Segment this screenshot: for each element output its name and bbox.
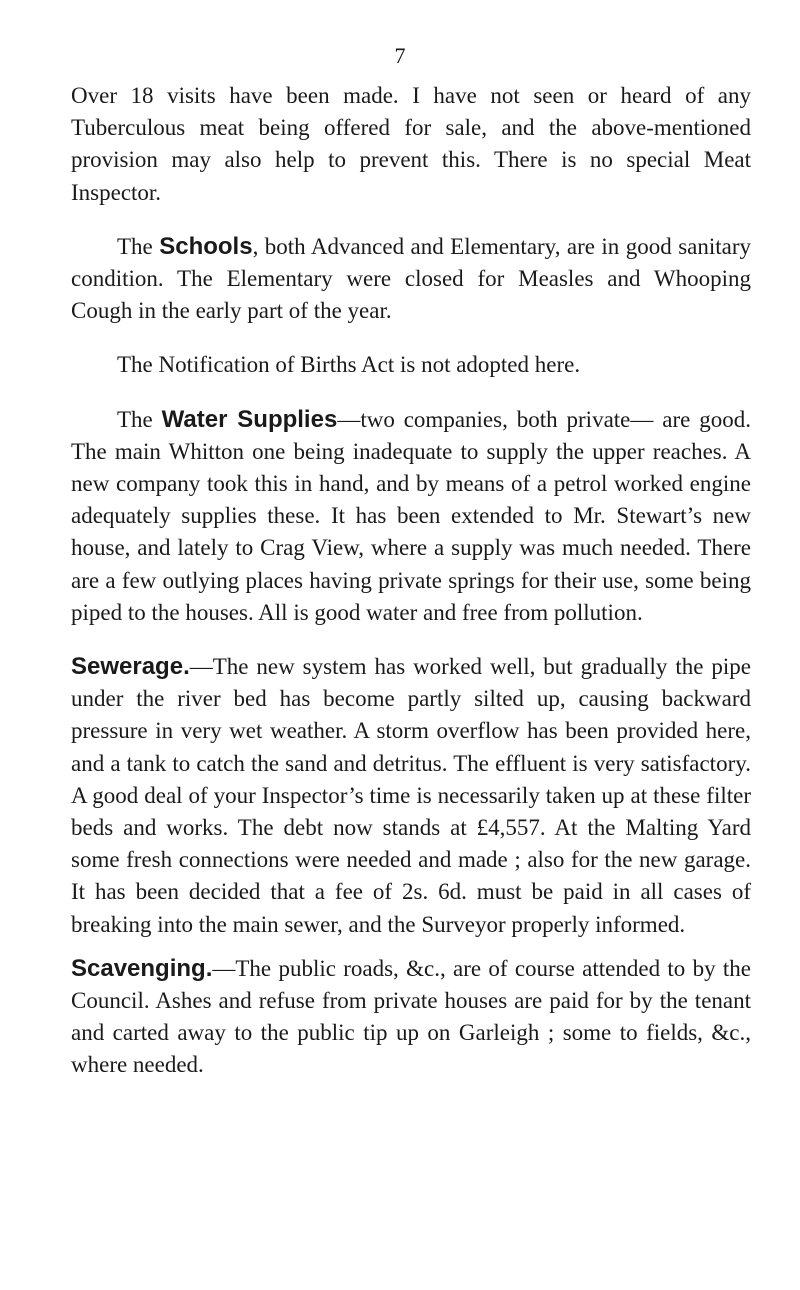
water-text: —two companies, both private— are good. The main Whitton one being inadequate to supply the upper reaches. A new company took this in hand, and by means of a petrol worked engine adequately supplies these. It has been extended to Mr. Stewart’s new house, and lately to Crag View, where a supply was much needed. There are a few outlying places having private springs for their use, some being piped to the houses. All is good water and free from pollution. (71, 406, 752, 625)
paragraph-visits: Over 18 visits have been made. I have not seen or heard of any Tuberculous meat being offered for sale, and the above-mentioned provision may also help to prevent this. There is no special Meat Inspector. (71, 83, 751, 205)
sewerage-heading: Sewerage. (71, 653, 190, 681)
paragraph-water-supplies (71, 404, 751, 629)
paragraph-sewerage (71, 651, 751, 941)
schools-text: , both Advanced and Elementary, are in good sanitary condition. The Elementary were closed for Measles and Whooping Cough in the early part of the year. (71, 233, 751, 324)
scavenging-heading: Scavenging. (71, 954, 213, 982)
water-prefix: The (117, 406, 162, 432)
schools-prefix: The (117, 233, 160, 259)
water-supplies-heading: Water Supplies (161, 405, 338, 433)
page-number: 7 (394, 43, 406, 68)
paragraph-scavenging (71, 953, 751, 1082)
sewerage-text: —The new system has worked well, but gradually the pipe under the river bed has become partly silted up, causing backward pressure in very wet weather. A storm overflow has been provided here, and a tank to catch the sand and detritus. The effluent is very satisfactory. A good deal of your Inspector’s time is necessarily taken up at these filter beds and works. The debt now stands at £4,557. At the Malting Yard some fresh connections were needed and made ; also for the new garage. It has been decided that a fee of 2s. 6d. must be paid in all cases of breaking into the main sewer, and the Surveyor properly informed. (71, 654, 751, 937)
scavenging-text: —The public roads, &c., are of course attended to by the Council. Ashes and refuse from private houses are paid for by the tenant and carted away to the public tip up on Garleigh ; some to fields, &c., where needed. (71, 955, 751, 1078)
schools-heading: Schools (159, 232, 253, 260)
paragraph-schools (71, 231, 751, 328)
paragraph-notification: The Notification of Births Act is not adopted here. (117, 352, 581, 378)
document-body (71, 80, 751, 1082)
